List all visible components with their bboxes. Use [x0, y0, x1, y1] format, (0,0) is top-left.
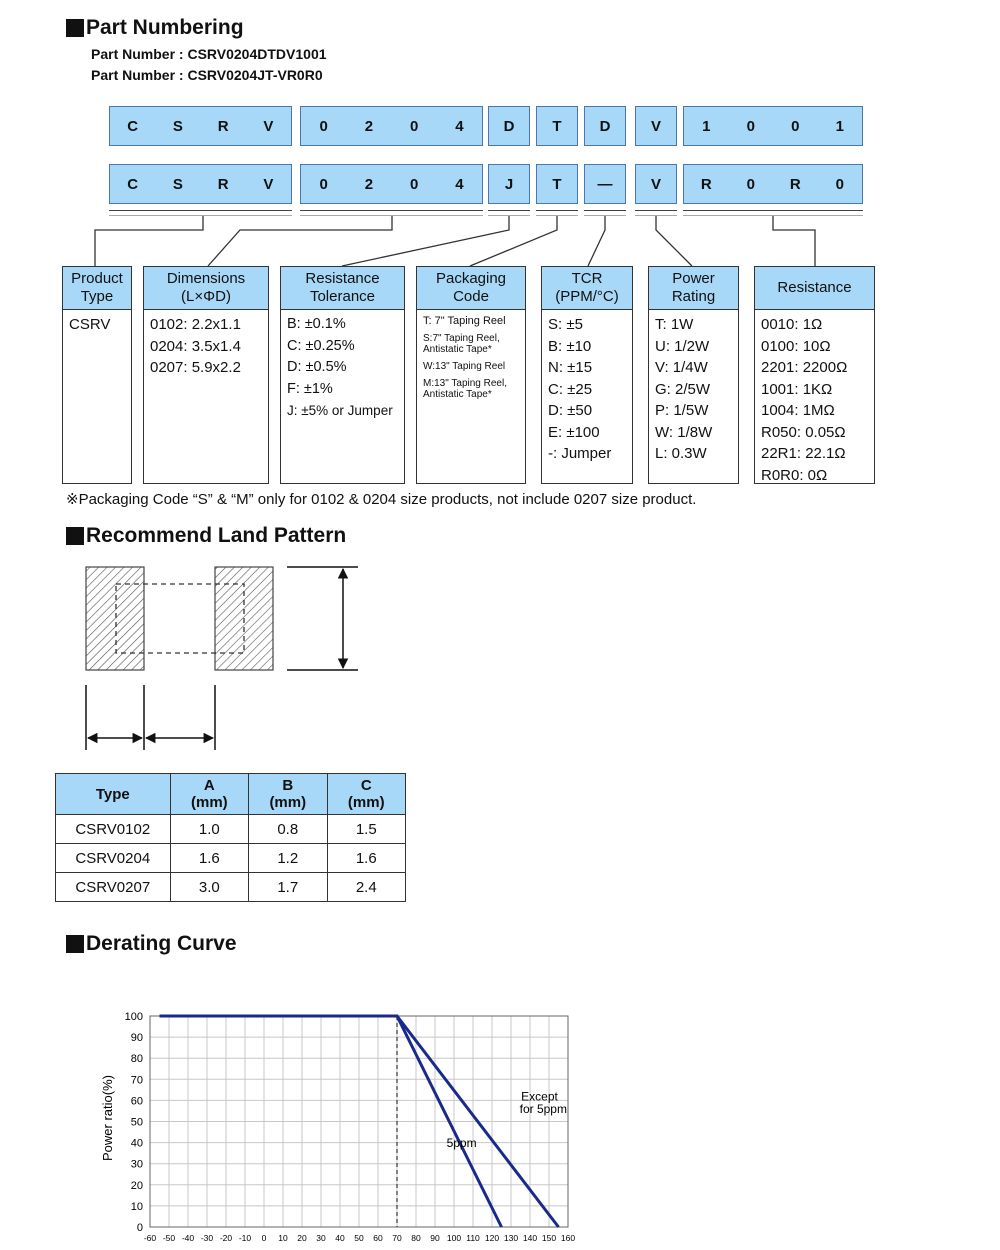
code-char: V: [650, 175, 661, 193]
y-tick-label: 80: [130, 1053, 143, 1066]
category-power-rating: Power Rating T: 1W U: 1/2W V: 1/4W G: 2/5W P: 1/5W W: 1/8W L: 0.3W: [648, 266, 739, 484]
list-item: B: ±10: [548, 337, 592, 355]
list-item: S: ±5: [548, 316, 583, 333]
connector-product: [95, 216, 203, 266]
y-tick-label: 20: [130, 1179, 143, 1192]
x-tick-label: 20: [297, 1233, 307, 1243]
derating-curve-title: Derating Curve: [66, 932, 237, 956]
column-header: Type: [56, 774, 171, 815]
list-item: CSRV: [69, 316, 111, 333]
list-item: 1001: 1KΩ: [761, 380, 833, 398]
code-char: J: [504, 175, 514, 193]
connector-dimension: [208, 216, 392, 266]
x-tick-label: 60: [373, 1233, 383, 1243]
column-header: A (mm): [170, 774, 248, 815]
code-char: T: [552, 117, 562, 135]
table-row: [56, 873, 406, 902]
list-item: N: ±15: [548, 359, 593, 376]
code-char: S: [172, 117, 183, 135]
x-tick-label: 120: [484, 1233, 500, 1243]
x-tick-label: 140: [522, 1233, 538, 1243]
code-char: C: [127, 117, 139, 135]
x-tick-label: 90: [430, 1233, 440, 1243]
table-cell: 0.8: [249, 815, 327, 844]
x-tick-label: 130: [503, 1233, 519, 1243]
code-char: 0: [319, 175, 328, 193]
table-row: [56, 844, 406, 873]
code-char: —: [597, 175, 613, 193]
category-resistance-tolerance: Resistance Tolerance B: ±0.1% C: ±0.25% D: ±0.5% F: ±1% J: ±5% or Jumper: [280, 266, 405, 484]
list-item: R0R0: 0Ω: [761, 466, 828, 484]
code-char: R: [789, 175, 801, 193]
connector-resistance: [773, 216, 815, 266]
code-char: 4: [455, 117, 464, 135]
x-tick-label: -10: [238, 1233, 252, 1243]
connector-packaging: [470, 216, 557, 266]
code-char: 0: [746, 175, 755, 193]
code-char: R: [700, 175, 712, 193]
code-char: 1: [702, 117, 711, 135]
code-char: R: [217, 175, 229, 193]
list-item: 1004: 1MΩ: [761, 402, 835, 419]
x-tick-label: -20: [219, 1233, 233, 1243]
y-tick-label: 50: [130, 1116, 143, 1129]
x-tick-label: -50: [162, 1233, 176, 1243]
y-tick-label: 0: [136, 1222, 143, 1234]
list-item: V: 1/4W: [655, 359, 708, 376]
code-char: R: [217, 117, 229, 135]
list-item: C: ±25: [548, 380, 593, 398]
code-char: S: [172, 175, 183, 193]
code-char: 2: [364, 175, 374, 193]
x-tick-label: 160: [560, 1233, 576, 1243]
left-pad: [86, 567, 144, 670]
table-row: [56, 815, 406, 844]
list-item: 2201: 2200Ω: [761, 359, 848, 376]
connector-tcr: [588, 216, 605, 266]
x-tick-label: 70: [392, 1233, 402, 1243]
part-numbering-title: Part Numbering: [66, 16, 244, 40]
list-item: -: Jumper: [548, 445, 612, 462]
land-pattern-title: Recommend Land Pattern: [66, 524, 346, 548]
list-item: U: 1/2W: [655, 337, 710, 355]
y-tick-label: 30: [130, 1158, 143, 1171]
x-tick-label: 100: [446, 1233, 462, 1243]
code-char: T: [552, 175, 562, 193]
y-tick-label: 70: [130, 1074, 143, 1087]
connector-tolerance: [342, 216, 509, 266]
code-char: V: [263, 175, 274, 193]
list-item: M:13" Taping Reel, Antistatic Tape*: [423, 378, 507, 400]
part-number-example-2: Part Number : CSRV0204JT-VR0R0: [91, 67, 323, 83]
list-item: S:7" Taping Reel, Antistatic Tape*: [423, 333, 500, 355]
part-number-example-1: Part Number : CSRV0204DTDV1001: [91, 46, 327, 62]
list-item: 0207: 5.9x2.2: [150, 359, 241, 376]
x-tick-label: -40: [181, 1233, 195, 1243]
packaging-note: ※Packaging Code “S” & “M” only for 0102 & 0204 size products, not include 0207 size product.: [66, 491, 697, 508]
column-header: C (mm): [327, 774, 406, 815]
x-tick-label: -30: [200, 1233, 214, 1243]
code-char: 1: [835, 117, 844, 135]
list-item: T: 7" Taping Reel: [423, 315, 506, 327]
x-tick-label: -60: [143, 1233, 157, 1243]
table-cell: 3.0: [170, 873, 248, 902]
table-cell: CSRV0102: [56, 815, 171, 844]
list-item: E: ±100: [548, 423, 600, 441]
code-char: 0: [409, 117, 419, 135]
code-char: D: [599, 117, 611, 135]
table-cell: 1.7: [249, 873, 327, 902]
code-char: 0: [409, 175, 419, 193]
x-tick-label: 80: [411, 1233, 421, 1243]
x-tick-label: 150: [541, 1233, 557, 1243]
code-char: C: [127, 175, 139, 193]
derating-chart: [0, 990, 620, 1250]
list-item: 0100: 10Ω: [761, 337, 831, 355]
category-product-type: Product Type CSRV: [62, 266, 132, 484]
table-cell: 1.6: [327, 844, 406, 873]
black-square-icon: [66, 935, 84, 953]
category-tcr: TCR (PPM/°C) S: ±5 B: ±10 N: ±15 C: ±25 D: ±50 E: ±100 -: Jumper: [541, 266, 633, 484]
y-tick-label: 90: [130, 1032, 143, 1045]
list-item: D: ±0.5%: [287, 359, 347, 375]
table-header-row: [56, 774, 406, 815]
list-item: W:13" Taping Reel: [423, 361, 506, 372]
category-dimensions: Dimensions (L×ΦD) 0102: 2.2x1.1 0204: 3.5x1.4 0207: 5.9x2.2: [143, 266, 269, 484]
x-tick-label: 0: [261, 1233, 267, 1243]
land-pattern-table: [55, 773, 406, 902]
table-cell: 2.4: [327, 873, 406, 902]
code-char: V: [650, 117, 661, 135]
category-resistance: Resistance 0010: 1Ω 0100: 10Ω 2201: 2200Ω 1001: 1KΩ 1004: 1MΩ R050: 0.05Ω 22R1: 22.1Ω R0R0: 0Ω: [754, 266, 875, 484]
x-tick-label: 50: [354, 1233, 364, 1243]
chart-annotation: 5ppm: [446, 1135, 477, 1150]
code-char: 2: [364, 117, 374, 135]
list-item: G: 2/5W: [655, 380, 711, 398]
list-item: T: 1W: [655, 316, 694, 333]
code-char: 0: [746, 117, 755, 135]
x-tick-label: 30: [316, 1233, 326, 1243]
y-tick-label: 100: [124, 1011, 143, 1023]
black-square-icon: [66, 527, 84, 545]
connector-power: [656, 216, 692, 266]
y-tick-label: 40: [130, 1137, 143, 1150]
list-item: P: 1/5W: [655, 402, 709, 419]
list-item: 0204: 3.5x1.4: [150, 337, 241, 355]
table-cell: 1.5: [327, 815, 406, 844]
table-cell: 1.6: [170, 844, 248, 873]
x-tick-label: 40: [335, 1233, 345, 1243]
connector-lines: [0, 0, 1000, 270]
table-cell: CSRV0207: [56, 873, 171, 902]
list-item: W: 1/8W: [655, 423, 713, 441]
land-pattern-drawing: [0, 555, 400, 755]
code-char: D: [503, 117, 515, 135]
x-tick-label: 110: [466, 1233, 480, 1243]
chart-annotation: for 5ppm: [519, 1102, 567, 1117]
list-item: D: ±50: [548, 402, 593, 419]
code-char: 0: [319, 117, 328, 135]
code-char: V: [263, 117, 274, 135]
y-tick-label: 60: [130, 1095, 143, 1108]
list-item: B: ±0.1%: [287, 316, 346, 332]
list-item: J: ±5% or Jumper: [287, 403, 393, 418]
column-header: B (mm): [249, 774, 327, 815]
list-item: C: ±0.25%: [287, 337, 355, 354]
code-char: 0: [791, 117, 800, 135]
list-item: R050: 0.05Ω: [761, 423, 846, 441]
x-tick-label: 10: [278, 1233, 288, 1243]
chart-annotation: Except: [521, 1089, 558, 1104]
table-cell: CSRV0204: [56, 844, 171, 873]
table-cell: 1.2: [249, 844, 327, 873]
y-axis-label: Power ratio(%): [100, 1075, 115, 1161]
table-cell: 1.0: [170, 815, 248, 844]
category-packaging-code: Packaging Code T: 7" Taping Reel S:7" Taping Reel, Antistatic Tape* W:13" Taping Reel M:13" Taping Reel, Antistatic Tape*: [416, 266, 526, 484]
code-char: 4: [455, 175, 464, 193]
code-char: 0: [835, 175, 844, 193]
list-item: 0102: 2.2x1.1: [150, 316, 241, 333]
list-item: F: ±1%: [287, 380, 333, 397]
y-tick-label: 10: [130, 1200, 143, 1213]
list-item: 22R1: 22.1Ω: [761, 445, 846, 462]
list-item: 0010: 1Ω: [761, 316, 823, 333]
list-item: L: 0.3W: [655, 445, 707, 462]
